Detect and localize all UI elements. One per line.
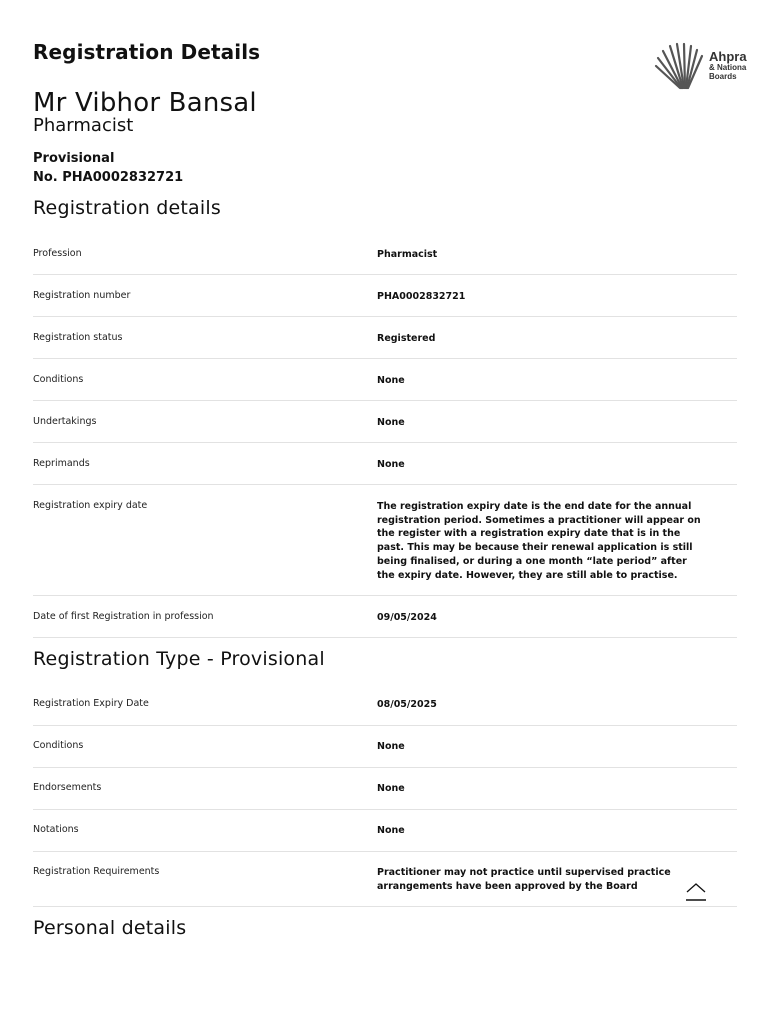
row-value: None (377, 417, 405, 428)
registration-details-heading: Registration details (33, 197, 221, 219)
table-row (33, 768, 737, 810)
row-label: Registration Requirements (33, 866, 160, 877)
row-label: Reprimands (33, 458, 90, 469)
practitioner-name: Mr Vibhor Bansal (33, 88, 257, 118)
logo-text-boards: Boards (709, 72, 737, 81)
table-row (33, 852, 737, 907)
row-label: Date of first Registration in profession (33, 611, 214, 622)
logo-text-national: & Nationa (709, 63, 747, 72)
row-value: None (377, 783, 405, 794)
logo-text-ahpra: Ahpra (709, 49, 747, 64)
row-label: Profession (33, 248, 82, 259)
table-row (33, 698, 737, 726)
row-value: Practitioner may not practice until supervised practice arrangements have been approved by the Board (377, 867, 671, 892)
registration-number-label: No. PHA0002832721 (33, 170, 184, 185)
registration-details-table (33, 248, 737, 638)
row-value: 09/05/2024 (377, 612, 437, 623)
registration-type-table (33, 698, 737, 907)
row-label: Notations (33, 824, 79, 835)
table-row (33, 596, 737, 638)
table-row (33, 485, 737, 596)
row-value: Pharmacist (377, 249, 438, 260)
row-label: Registration status (33, 332, 123, 343)
row-value: None (377, 741, 405, 752)
practitioner-profession: Pharmacist (33, 115, 134, 136)
row-value: None (377, 825, 405, 836)
table-row (33, 726, 737, 768)
row-label: Endorsements (33, 782, 102, 793)
row-label: Conditions (33, 374, 84, 385)
ahpra-fan-logo-icon (654, 42, 706, 90)
row-value: None (377, 459, 405, 470)
row-value: 08/05/2025 (377, 699, 437, 710)
row-value: None (377, 375, 405, 386)
registration-type-label: Provisional (33, 151, 115, 166)
registration-type-heading: Registration Type - Provisional (33, 648, 325, 670)
table-row (33, 810, 737, 852)
ahpra-logo[interactable] (654, 42, 754, 90)
table-row (33, 443, 737, 485)
table-row (33, 359, 737, 401)
row-label: Registration number (33, 290, 131, 301)
row-value: PHA0002832721 (377, 291, 466, 302)
page-title: Registration Details (33, 40, 261, 64)
table-row (33, 275, 737, 317)
personal-details-heading: Personal details (33, 917, 187, 939)
row-label: Conditions (33, 740, 84, 751)
table-row (33, 248, 737, 275)
row-value: Registered (377, 333, 436, 344)
scroll-to-top-button[interactable] (684, 879, 708, 903)
row-value: The registration expiry date is the end date for the annual registration period. Sometimes a practitioner will appear on the register with a registration expiry date that is in the past. This may be because their renewal application is still being finalised, or during a one month “late period” after the expiry date. However, they are still able to practise. (377, 501, 701, 581)
row-label: Registration Expiry Date (33, 698, 149, 709)
table-row (33, 401, 737, 443)
chevron-up-icon (684, 879, 708, 903)
table-row (33, 317, 737, 359)
row-label: Registration expiry date (33, 500, 148, 511)
row-label: Undertakings (33, 416, 97, 427)
